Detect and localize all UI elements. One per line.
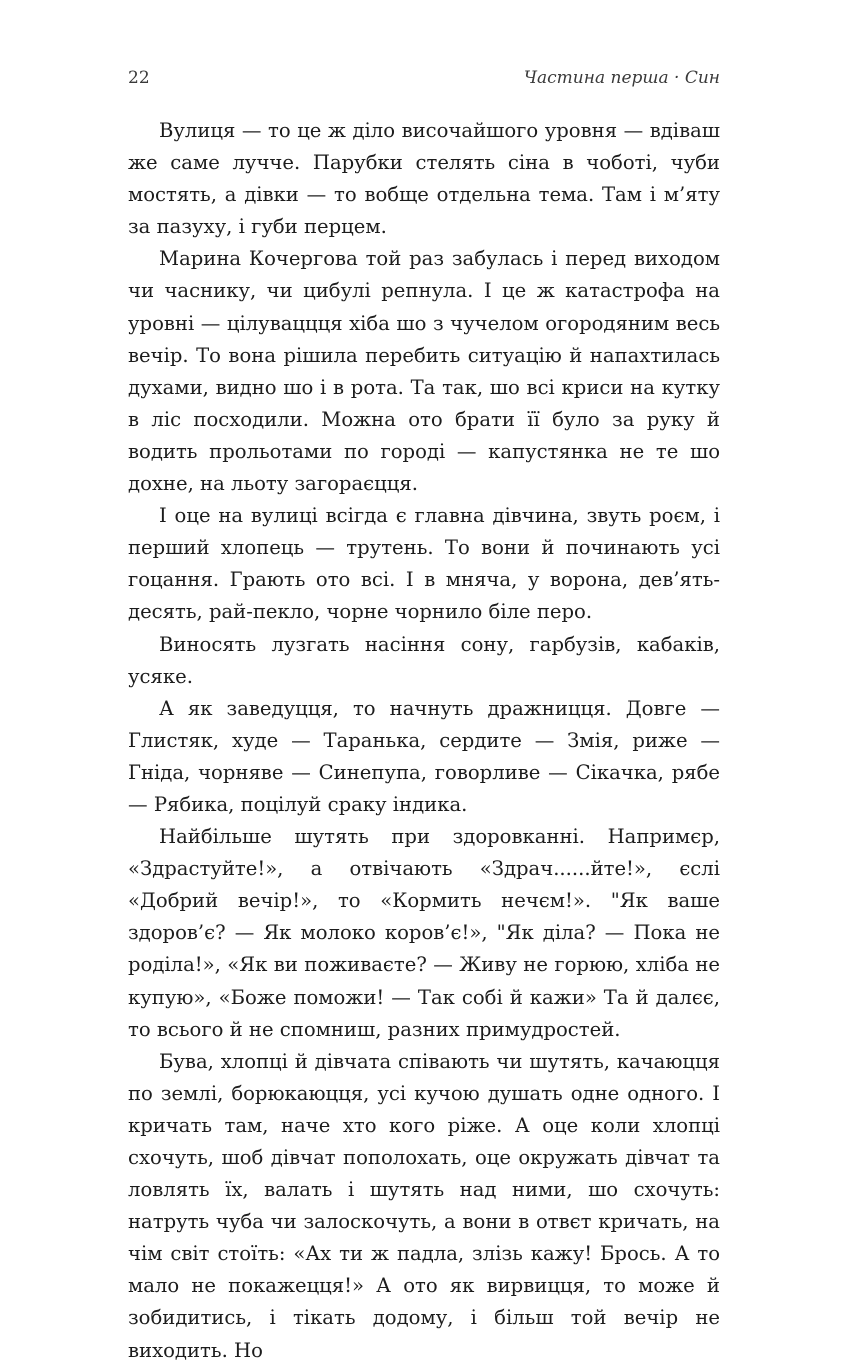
paragraph: Бува, хлопці й дівчата співають чи шутять, качаюцця по землі, борюкаюцця, усі кучою душать одне одного. І кричать там, наче хто кого ріже. А оце коли хлопці схочуть, шоб дівчат пополохать, оце окружать дівчат та ловлять їх, валать і шутять над ними, шо схочуть: натруть чуба чи залоскочуть, а вони в отвєт кричать, на чім світ стоїть: «Ах ти ж падла, злізь кажу! Брось. А то мало не покажецця!» А ото як вирвицця, то може й зобидитись, і тікать додому, і більш той вечір не виходить. Но (128, 1049, 720, 1362)
paragraph: Виносять лузгать насіння сону, гарбузів, кабаків, усяке. (128, 632, 720, 688)
page-number: 22 (128, 68, 150, 88)
paragraph: А як заведуцця, то начнуть дражницця. Довге — Глистяк, худе — Таранька, сердите — Змія, риже — Гніда, чорняве — Синепупа, говорливе — Сікачка, рябе — Рябика, поцілуй сраку індика. (128, 696, 720, 816)
paragraph: Вулиця — то це ж діло височайшого уровня — вдіваш же саме лучче. Парубки стелять сіна в чоботі, чуби мостять, а дівки — то вобще отдельна тема. Там і м’яту за пазуху, і губи перцем. (128, 119, 720, 239)
paragraph: Найбільше шутять при здоровканні. Напримєр, «Здрастуйте!», а отвічають «Здрач......йте!», єслі «Добрий вечір!», то «Кормить нечєм!». "Як ваше здоров’є? — Як молоко коров’є!», "Як діла? — Пока не роділа!», «Як ви поживаєте? — Живу не горюю, хліба не купую», «Боже поможи! — Так собі й кажи» Та й далєє, то всього й не спомниш, разних примудростей. (128, 825, 720, 1041)
paragraph: І оце на вулиці всігда є главна дівчина, звуть роєм, і перший хлопець — трутень. То вони й починають усі гоцання. Грають ото всі. І в мняча, у ворона, дев’ять-десять, рай-пекло, чорне чорнило біле перо. (128, 504, 720, 624)
body-text (128, 115, 720, 1367)
running-title: Частина перша · Син (523, 68, 720, 88)
paragraph: Марина Кочергова той раз забулась і перед виходом чи часнику, чи цибулі репнула. І це ж катастрофа на уровні — цілуваццця хіба шо з чучелом огородяним весь вечір. То вона рішила перебить ситуацію й напахтилась духами, видно шо і в рота. Та так, шо всі криси на кутку в ліс посходили. Можна ото брати її було за руку й водить прольотами по городі — капустянка не те шо дохне, на льоту загораєцця. (128, 247, 720, 496)
page-header (128, 68, 720, 96)
